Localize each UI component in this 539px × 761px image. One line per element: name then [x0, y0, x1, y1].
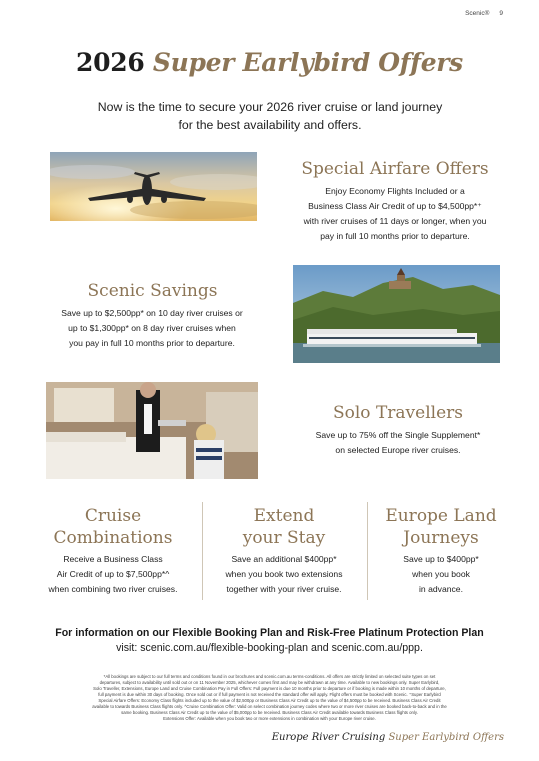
fine-print: [40, 674, 499, 722]
intro-line: for the best availability and offers.: [178, 118, 362, 132]
footer-part-accent: Super Earlybird Offers: [388, 732, 504, 743]
column-divider: [367, 502, 368, 600]
body-line: when you book two extensions: [225, 569, 343, 579]
body-line: Air Credit of up to $7,500pp*^: [56, 569, 170, 579]
footer-title: [272, 732, 504, 743]
room-service-photo: [46, 382, 258, 479]
running-header: [465, 10, 503, 17]
body-line: together with your river cruise.: [226, 584, 342, 594]
info-links[interactable]: visit: scenic.com.au/flexible-booking-plan and scenic.com.au/ppp.: [116, 642, 423, 654]
fine-print-line: Special Airfare Offers: Economy Class flights included up to the value of $2,500pp or Business Class Air Credit up to the value of $4,500pp to be received. Business Class Air Credit: [98, 698, 441, 703]
fine-print-line: Extensions Offer: Available when you book two or more extensions in combination with your Europe river cruise.: [163, 716, 376, 721]
title-line: Cruise: [84, 506, 142, 526]
title-line: Extend: [253, 506, 315, 526]
page-title: [0, 48, 539, 77]
savings-body: [34, 306, 270, 351]
body-line: when you book: [412, 569, 470, 579]
europe-land-body: [370, 552, 512, 597]
cruise-combinations-title: [28, 505, 198, 549]
fine-print-line: *All bookings are subject to our full terms and conditions found in our brochures and scenic.com.au terms-conditions. All offers are strictly limited on selected suite types on set: [103, 674, 436, 679]
extend-stay-body: [205, 552, 363, 597]
savings-line: up to $1,300pp* on 8 day river cruises when: [68, 323, 236, 333]
solo-body: [276, 428, 520, 458]
extend-stay-title: [205, 505, 363, 549]
info-heading: For information on our Flexible Booking Plan and Risk-Free Platinum Protection Plan: [55, 627, 484, 639]
savings-title: Scenic Savings: [87, 281, 218, 301]
body-line: Save an additional $400pp*: [231, 554, 337, 564]
intro-text: [60, 98, 480, 134]
title-line: Journeys: [403, 528, 479, 548]
solo-title: Solo Travellers: [332, 403, 463, 423]
page-number: 9: [499, 10, 503, 17]
title-line: Europe Land: [385, 506, 497, 526]
fine-print-line: same booking. Business Class Air Credit up to the value of $5,000pp to be received. Business Class Air Credit available towards Business Class flights only.: [121, 710, 418, 715]
title-line: Combinations: [53, 528, 173, 548]
fine-print-line: available to towards Business Class flights only. ^Cruise Combination Offer: Valid on select combination journey codes where two or more river cruises are booked back-to-back and in the: [92, 704, 447, 709]
body-line: Receive a Business Class: [63, 554, 163, 564]
airfare-line: Business Class Air Credit of up to $4,500pp*⁺: [308, 201, 482, 211]
intro-line: Now is the time to secure your 2026 river cruise or land journey: [97, 100, 443, 114]
savings-line: Save up to $2,500pp* on 10 day river cruises or: [61, 308, 243, 318]
solo-line: Save up to 75% off the Single Supplement*: [315, 430, 481, 440]
fine-print-line: departures, subject to availability until sold out or on 11 November 2025, whichever comes first and may be withdrawn at any time. Available to new bookings only. Super Earlybird,: [99, 680, 440, 685]
fine-print-line: Solo Traveller, Extensions, Europe Land and Cruise Combination Pay in Full Offers: Full payment is due 10 months prior to departure or if booking is made within 10 months of departure,: [93, 686, 446, 691]
savings-line: you pay in full 10 months prior to departure.: [69, 338, 235, 348]
fine-print-line: full payment is due within 30 days of booking. Once sold out or if full payment is not received the standard offer will apply. Flight offers must be booked with Scenic. ⁺Super Earlybird: [98, 692, 441, 697]
airfare-line: Enjoy Economy Flights Included or a: [325, 186, 465, 196]
title-main: Super Earlybird Offers: [152, 48, 463, 77]
footer-part: Europe River Cruising: [271, 732, 386, 743]
cruise-combinations-body: [28, 552, 198, 597]
booking-info: [30, 626, 509, 656]
airplane-photo: [50, 152, 257, 221]
body-line: in advance.: [419, 584, 463, 594]
river-castle-photo: [293, 265, 500, 363]
title-year: 2026: [76, 48, 145, 77]
airfare-line: with river cruises of 11 days or longer, when you: [303, 216, 487, 226]
solo-line: on selected Europe river cruises.: [335, 445, 461, 455]
europe-land-title: [370, 505, 512, 549]
column-divider: [202, 502, 203, 600]
title-line: your Stay: [242, 528, 326, 548]
airfare-title: Special Airfare Offers: [301, 159, 489, 179]
airfare-line: pay in full 10 months prior to departure.: [320, 231, 470, 241]
brand-mark: Scenic®: [465, 10, 490, 17]
body-line: Save up to $400pp*: [403, 554, 479, 564]
airfare-body: [277, 184, 513, 244]
body-line: when combining two river cruises.: [48, 584, 178, 594]
